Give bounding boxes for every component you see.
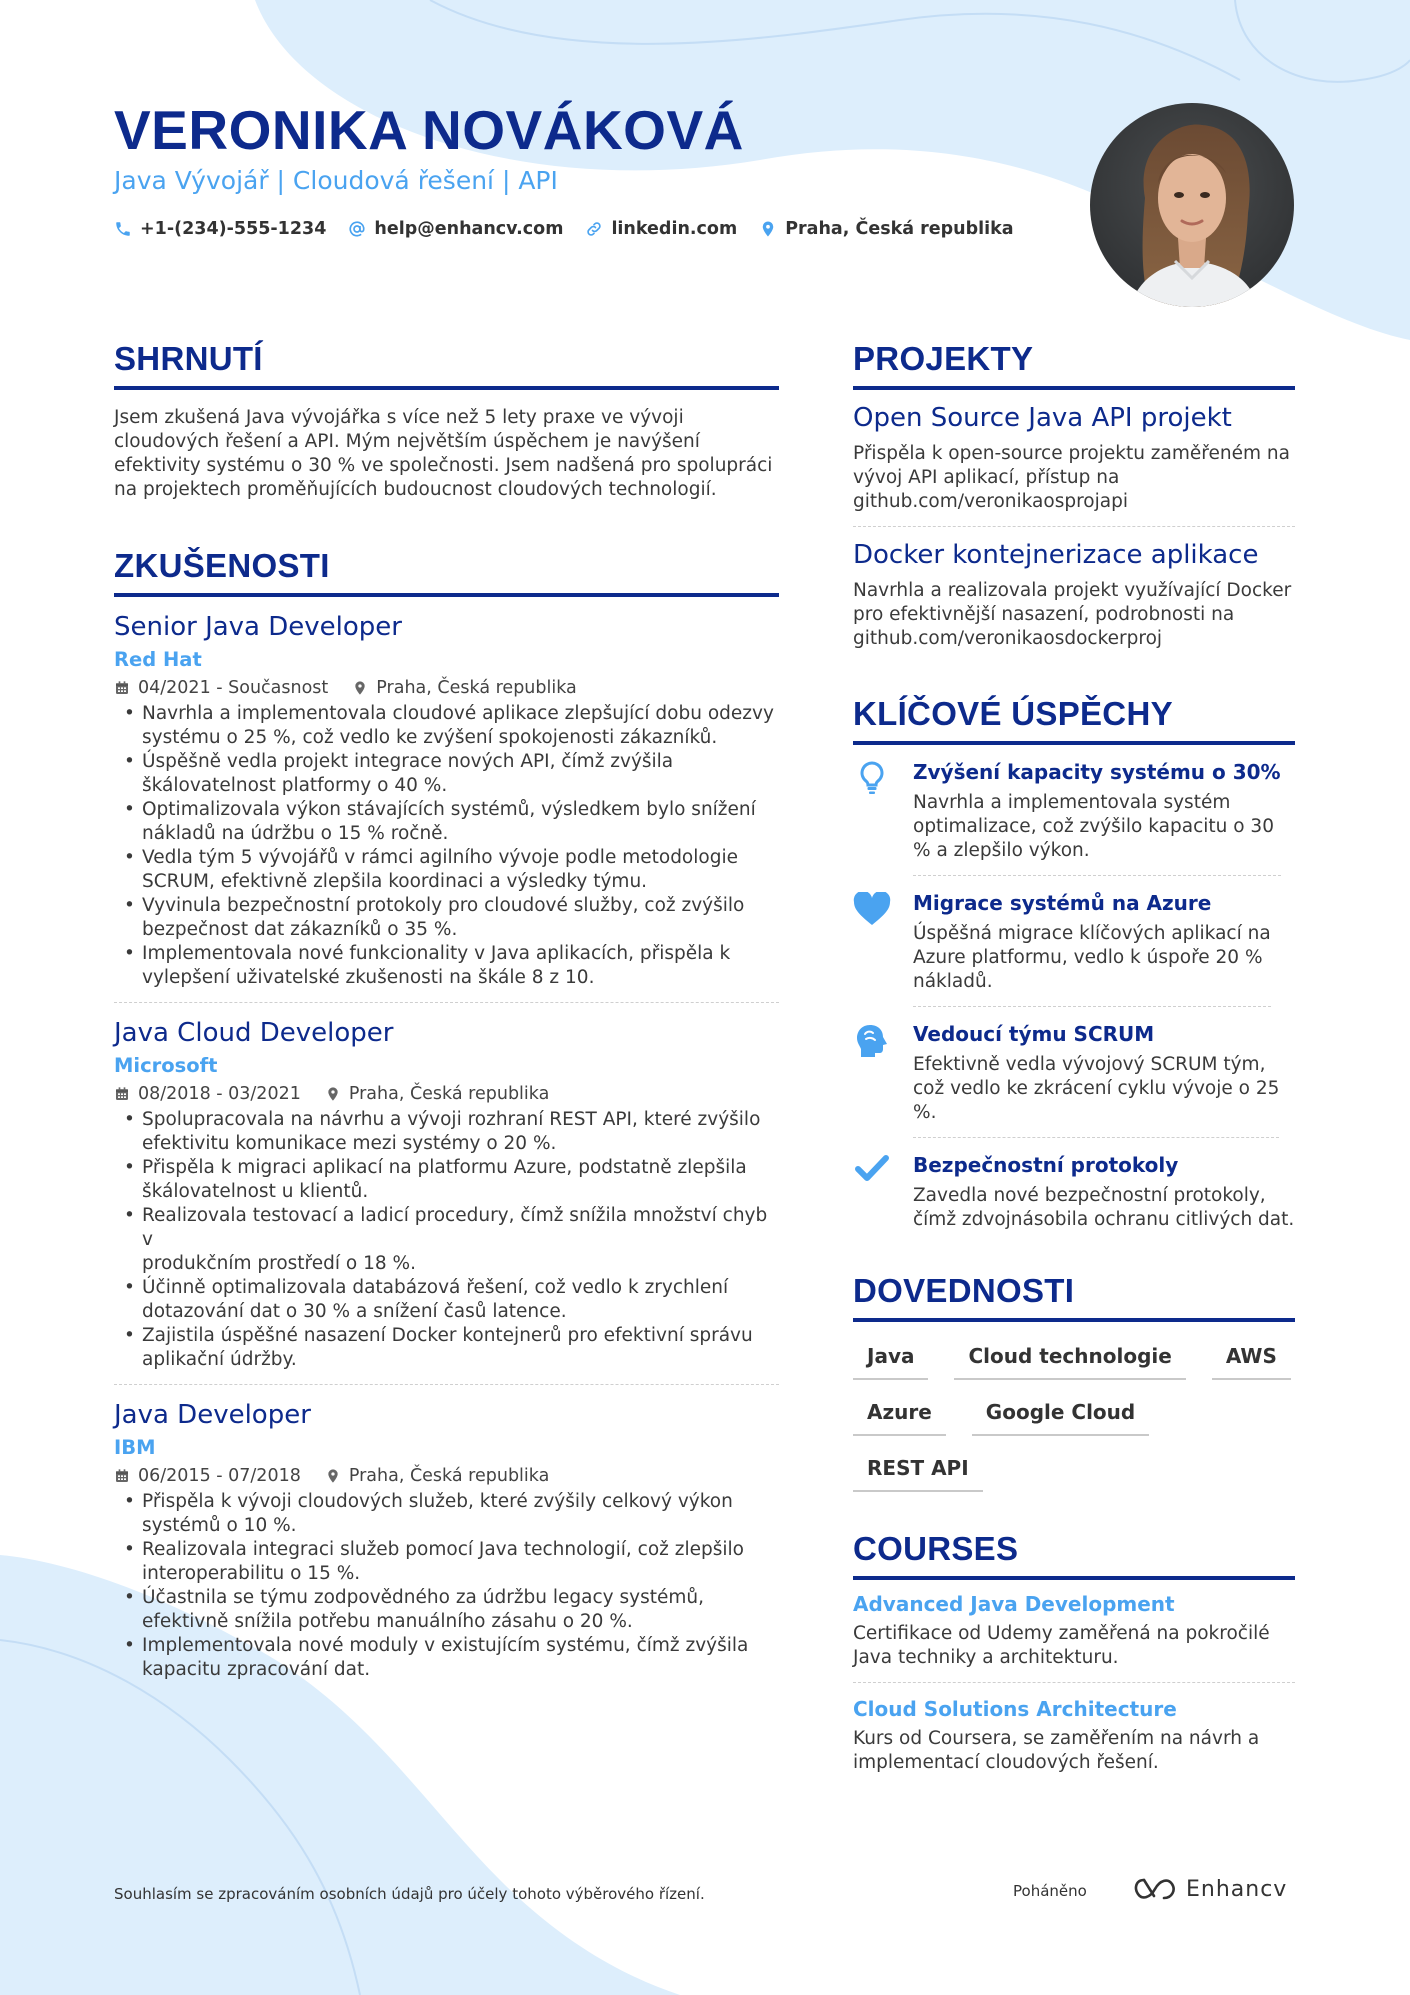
- achievement-title: Zvýšení kapacity systému o 30%: [913, 760, 1281, 784]
- job-meta: [114, 1466, 779, 1486]
- lightbulb-icon: [859, 761, 885, 795]
- job-bullet: • Vyvinula bezpečnostní protokoly pro cloudové služby, což zvýšilo bezpečnost dat zákazníků o 35 %.: [114, 894, 779, 942]
- contact-email-text: help@enhancv.com: [374, 219, 564, 239]
- achievement-item: [853, 1152, 1295, 1232]
- calendar-icon: [114, 680, 130, 696]
- job-meta: [114, 1084, 779, 1104]
- project-description: Přispěla k open-source projektu zaměřeném na vývoj API aplikací, přístup na github.com/veronikaosprojapi: [853, 443, 1290, 512]
- job-location: [325, 1084, 549, 1104]
- job-bullet: • Realizovala testovací a ladicí procedury, čímž snížila množství chyb v produkčním prostředí o 18 %.: [114, 1204, 779, 1276]
- candidate-subtitle: Java Vývojář | Cloudová řešení | API: [114, 166, 558, 195]
- location-pin-icon: [325, 1468, 341, 1484]
- avatar: [1090, 103, 1294, 307]
- skill-tag: REST API: [853, 1448, 983, 1492]
- left-column: [114, 340, 779, 1682]
- consent-text: Souhlasím se zpracováním osobních údajů pro účely tohoto výběrového řízení.: [114, 1885, 705, 1903]
- divider: [913, 1006, 1271, 1007]
- summary-line: Jsem zkušená Java vývojářka s více než 5 lety praxe ve vývoji: [114, 407, 684, 428]
- summary-title: SHRNUTÍ: [114, 340, 779, 390]
- job-bullet: • Navrhla a implementovala cloudové aplikace zlepšující dobu odezvy systému o 25 %, což vedlo ke zvýšení spokojenosti zákazníků.: [114, 702, 779, 750]
- summary-line: cloudových řešení a API. Mým největším úspěchem je navýšení: [114, 431, 700, 452]
- job-dates: [114, 1084, 301, 1104]
- job-dates-text: 08/2018 - 03/2021: [138, 1084, 301, 1104]
- job-entry: [114, 1017, 779, 1385]
- skill-tag: Java: [853, 1336, 928, 1380]
- job-bullet: • Přispěla k vývoji cloudových služeb, které zvýšily celkový výkon systémů o 10 %.: [114, 1490, 779, 1538]
- job-bullet: • Zajistila úspěšné nasazení Docker kontejnerů pro efektivní správu aplikační údržby.: [114, 1324, 779, 1372]
- contact-location: [759, 219, 1013, 239]
- achievement-title: Migrace systémů na Azure: [913, 891, 1212, 915]
- job-dates-text: 06/2015 - 07/2018: [138, 1466, 301, 1486]
- summary-line: na projektech proměňujících budoucnost cloudových technologií.: [114, 479, 717, 500]
- divider: [853, 526, 1295, 527]
- skill-tag: Google Cloud: [972, 1392, 1149, 1436]
- contact-location-text: Praha, Česká republika: [785, 219, 1014, 239]
- contact-phone[interactable]: [114, 219, 326, 239]
- right-column: [853, 340, 1295, 1775]
- job-bullet: • Realizovala integraci služeb pomocí Java technologií, což zlepšilo interoperabilitu o 15 %.: [114, 1538, 779, 1586]
- candidate-name: VERONIKA NOVÁKOVÁ: [114, 99, 744, 161]
- courses-title: COURSES: [853, 1530, 1295, 1580]
- enhancv-logo-icon: [1132, 1876, 1178, 1902]
- job-bullets: [114, 1490, 779, 1682]
- achievement-item: [853, 1021, 1295, 1138]
- job-bullet: • Implementovala nové moduly v existujícím systému, čímž zvýšila kapacitu zpracování dat.: [114, 1634, 779, 1682]
- job-bullet: • Implementovala nové funkcionality v Java aplikacích, přispěla k vylepšení uživatelské zkušenosti na škále 8 z 10.: [114, 942, 779, 990]
- achievement-title: Vedoucí týmu SCRUM: [913, 1022, 1155, 1046]
- powered-by-label: Poháněno: [1013, 1882, 1087, 1900]
- job-bullets: [114, 1108, 779, 1372]
- skill-tag: AWS: [1212, 1336, 1291, 1380]
- calendar-icon: [114, 1086, 130, 1102]
- location-pin-icon: [759, 220, 777, 238]
- job-bullet: • Přispěla k migraci aplikací na platformu Azure, podstatně zlepšila škálovatelnost u klientů.: [114, 1156, 779, 1204]
- contact-bar: [114, 219, 1014, 239]
- calendar-icon: [114, 1468, 130, 1484]
- job-location-text: Praha, Česká republika: [348, 1084, 550, 1104]
- company-name: Red Hat: [114, 648, 202, 671]
- checkmark-icon: [855, 1154, 889, 1182]
- head-brain-icon: [856, 1023, 888, 1059]
- achievement-item: [853, 759, 1295, 876]
- job-meta: [114, 678, 779, 698]
- skills-list: [853, 1336, 1295, 1492]
- projects-title: PROJEKTY: [853, 340, 1295, 390]
- contact-email[interactable]: [348, 219, 563, 239]
- heart-icon: [853, 892, 891, 926]
- divider: [114, 1384, 779, 1385]
- achievement-description: Navrhla a implementovala systém optimalizace, což zvýšilo kapacitu o 30 % a zlepšilo výkon.: [913, 792, 1274, 861]
- project-title: Docker kontejnerizace aplikace: [853, 540, 1259, 570]
- course-description: Certifikace od Udemy zaměřená na pokročilé Java techniky a architekturu.: [853, 1623, 1270, 1668]
- contact-phone-text: +1-(234)-555-1234: [140, 219, 327, 239]
- job-dates: [114, 1466, 301, 1486]
- job-bullet: • Vedla tým 5 vývojářů v rámci agilního vývoje podle metodologie SCRUM, efektivně zlepšila koordinaci a výsledky týmu.: [114, 846, 779, 894]
- achievement-title: Bezpečnostní protokoly: [913, 1153, 1179, 1177]
- achievement-description: Zavedla nové bezpečnostní protokoly, čímž zdvojnásobila ochranu citlivých dat.: [913, 1185, 1295, 1230]
- avatar-portrait: [1090, 103, 1294, 307]
- course-description: Kurs od Coursera, se zaměřením na návrh a implementací cloudových řešení.: [853, 1728, 1260, 1773]
- achievement-item: [853, 890, 1295, 1007]
- project-description: Navrhla a realizovala projekt využívající Docker pro efektivnější nasazení, podrobnosti na github.com/veronikaosdockerproj: [853, 580, 1292, 649]
- summary-text: [114, 406, 779, 502]
- job-bullet: • Účastnila se týmu zodpovědného za údržbu legacy systémů, efektivně snížila potřebu manuálního zásahu o 20 %.: [114, 1586, 779, 1634]
- contact-linkedin-text: linkedin.com: [611, 219, 738, 239]
- project-entry: [853, 539, 1295, 651]
- job-dates: [114, 678, 328, 698]
- job-bullet: • Spolupracovala na návrhu a vývoji rozhraní REST API, které zvýšilo efektivitu komunikace mezi systémy o 20 %.: [114, 1108, 779, 1156]
- skills-title: DOVEDNOSTI: [853, 1272, 1295, 1322]
- achievement-description: Efektivně vedla vývojový SCRUM tým, což vedlo ke zkrácení cyklu vývoje o 25 %.: [913, 1054, 1280, 1123]
- enhancv-brand-text: Enhancv: [1186, 1876, 1288, 1902]
- course-title: Advanced Java Development: [853, 1592, 1175, 1616]
- project-entry: [853, 402, 1295, 527]
- skill-tag: Azure: [853, 1392, 946, 1436]
- course-entry: [853, 1697, 1295, 1775]
- enhancv-logo[interactable]: [1132, 1876, 1287, 1902]
- job-bullet: • Optimalizovala výkon stávajících systémů, výsledkem bylo snížení nákladů na údržbu o 15 % ročně.: [114, 798, 779, 846]
- location-pin-icon: [352, 680, 368, 696]
- divider: [853, 1682, 1295, 1683]
- job-title: Senior Java Developer: [114, 612, 402, 642]
- job-bullet: • Účinně optimalizovala databázová řešení, což vedlo k zrychlení dotazování dat o 30 % a snížení časů latence.: [114, 1276, 779, 1324]
- job-entry: [114, 611, 779, 1003]
- job-title: Java Developer: [114, 1400, 311, 1430]
- course-entry: [853, 1592, 1295, 1683]
- link-icon: [585, 220, 603, 238]
- experience-title: ZKUŠENOSTI: [114, 547, 779, 597]
- divider: [913, 1137, 1279, 1138]
- divider: [114, 1002, 779, 1003]
- job-dates-text: 04/2021 - Současnost: [138, 678, 329, 698]
- company-name: IBM: [114, 1436, 156, 1459]
- job-location: [352, 678, 576, 698]
- phone-icon: [114, 220, 132, 238]
- job-location-text: Praha, Česká republika: [348, 1466, 550, 1486]
- location-pin-icon: [325, 1086, 341, 1102]
- divider: [913, 875, 1281, 876]
- job-location-text: Praha, Česká republika: [376, 678, 577, 698]
- contact-linkedin[interactable]: [585, 219, 737, 239]
- job-entry: [114, 1399, 779, 1682]
- job-title: Java Cloud Developer: [114, 1018, 394, 1048]
- company-name: Microsoft: [114, 1054, 218, 1077]
- course-title: Cloud Solutions Architecture: [853, 1697, 1177, 1721]
- summary-line: efektivity systému o 30 % ve společnosti. Jsem nadšená pro spolupráci: [114, 455, 773, 476]
- skill-tag: Cloud technologie: [954, 1336, 1185, 1380]
- job-bullets: [114, 702, 779, 990]
- job-location: [325, 1466, 549, 1486]
- job-bullet: • Úspěšně vedla projekt integrace nových API, čímž zvýšila škálovatelnost platformy o 40 %.: [114, 750, 779, 798]
- at-icon: [348, 220, 366, 238]
- achievement-description: Úspěšná migrace klíčových aplikací na Azure platformu, vedlo k úspoře 20 % nákladů.: [913, 923, 1271, 992]
- project-title: Open Source Java API projekt: [853, 403, 1232, 433]
- achievements-title: KLÍČOVÉ ÚSPĚCHY: [853, 695, 1295, 745]
